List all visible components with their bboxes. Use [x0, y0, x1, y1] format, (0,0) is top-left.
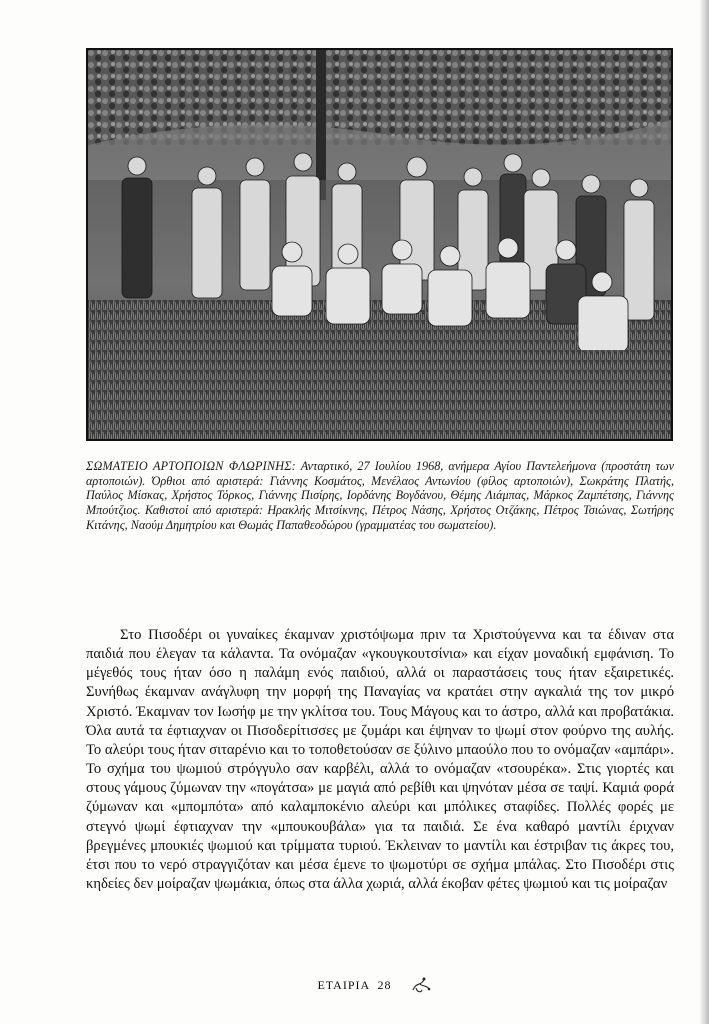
group-photo [86, 48, 673, 441]
body-paragraph: Στο Πισοδέρι οι γυναίκες έκαμναν χριστόψωμα πριν τα Χριστούγεννα και τα έδιναν στα παιδιά που έλεγαν τα κάλαντα. Τα ονόμαζαν «γκουγκουτσίνια» και είχαν μοναδική εμφάνιση. Το μέγεθός τους ήταν όσο η παλάμη ενός παιδιού, αλλά οι παραστάσεις τους ήταν εξαιρετικές. Συνήθως έκαμναν ανάγλυφη την μορφή της Παναγίας να κρατάει στην αγκαλιά της τον μικρό Χριστό. Έκαμναν τον Ιωσήφ με την γκλίτσα του. Τους Μάγους και το άστρο, αλλά και προβατάκια. Όλα αυτά τα έφτιαχναν οι Πισοδερίτισσες με ζυμάρι και έψηναν το ψωμί στον φούρνο της αυλής. Το αλεύρι τους ήταν σιταρένιο και το τοποθετούσαν σε ξύλινο μπαούλο που το ονόμαζαν «αμπάρι». Το σχήμα του ψωμιού στρόγγυλο σαν καρβέλι, αλλά το ονόμαζαν «τσουρέκα». Στις γιορτές και στους γάμους ζύμωναν την «πογάτσα» με μαγιά από ρεβίθι και ψηνόταν μέσα σε ταψί. Καμιά φορά ζύμωναν και «μπομπότα» από καλαμποκένιο αλεύρι και μπόλικες σταφίδες. Πολλές φορές με στεγνό ψωμί έφτιαχναν την «μπουκουβάλα» για τα παιδιά. Σε ένα καθαρό μαντίλι έριχναν βρεγμένες μπουκιές ψωμιού και τρίμματα τυριού. Έκλειναν το μαντίλι και έστριβαν τις άκρες του, έτσι που το νερό στραγγιζόταν και μέσα έμενε το ψωμοτύρι σε σχήμα μπάλας. Στο Πισοδέρι στις κηδείες δεν μοίραζαν ψωμάκια, όπως στα άλλα χωριά, αλλά έκοβαν φέτες ψωμιού και τις μοίραζαν [86, 627, 674, 893]
body-text [86, 626, 674, 894]
vine-ornament-icon [410, 974, 432, 996]
caption-text: Ανταρτικό, 27 Ιουλίου 1968, ανήμερα Αγίου Παντελεήμονα (προστάτη των αρτοποιών). Όρθιοι από αριστερά: Γιάννης Κοσμάτος, Μενέλαος Αντωνίου (φίλος αρτοποιών), Σωκράτης Πλατής, Παύλος Μίσκας, Χρήστος Τόρκος, Γιάννης Πισίρης, Ιορδάνης Βογδάνου, Θέμης Λιάμπας, Μάρκος Ζαμπέτσης, Γιάννης Μπούτζιος. Καθιστοί από αριστερά: Ηρακλής Μιτσίκνης, Πέτρος Νάσης, Χρήστος Οτζάκης, Πέτρος Τσιώνας, Σωτήρης Κιτάνης, Ναούμ Δημητρίου και Θωμάς Παπαθεοδώρου (γραμματέας του σωματείου). [86, 459, 674, 532]
page-footer [0, 978, 709, 993]
group-photo-icon [88, 50, 671, 439]
page-number: 28 [377, 978, 392, 992]
footer-label: ΕΤΑΙΡΙΑ [317, 978, 370, 992]
photo-caption [86, 459, 674, 533]
page-edge-shadow [699, 0, 709, 1024]
caption-lead: ΣΩΜΑΤΕΙΟ ΑΡΤΟΠΟΙΩΝ ΦΛΩΡΙΝΗΣ: [86, 459, 296, 473]
